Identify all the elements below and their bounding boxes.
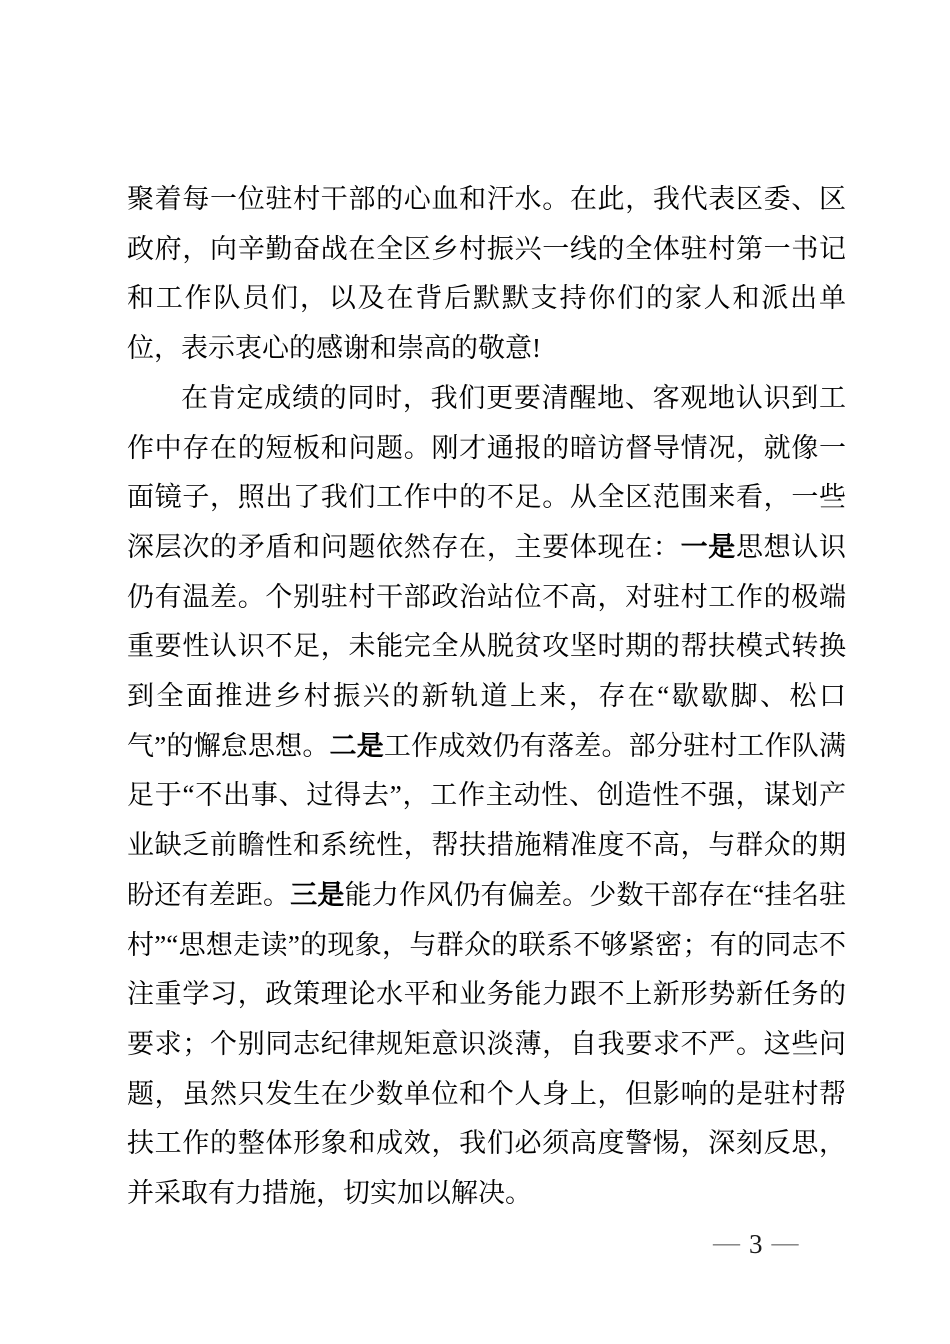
emphasis-run: 三是 xyxy=(290,879,345,910)
page-footer xyxy=(713,1228,799,1260)
text-run: 能力作风仍有偏差。少数干部存在“挂名驻村”“思想走读”的现象，与群众的联系不够紧密；有的同志不注重学习，政策理论水平和业务能力跟不上新形势新任务的要求；个别同志纪律规矩意识淡薄，自我要求不严。这些问题，虽然只发生在少数单位和个人身上，但影响的是驻村帮扶工作的整体形象和成效，我们必须高度警惕，深刻反思，并采取有力措施，切实加以解决。 xyxy=(127,879,847,1209)
document-body xyxy=(127,175,846,1219)
text-run: 工作成效仍有落差。部分驻村工作队满足于“不出事、过得去”，工作主动性、创造性不强，谋划产业缺乏前瞻性和系统性，帮扶措施精准度不高，与群众的期盼还有差距。 xyxy=(127,730,847,910)
emphasis-run: 一是 xyxy=(680,531,736,562)
text-run: 在肯定成绩的同时，我们更要清醒地、客观地认识到工作中存在的短板和问题。刚才通报的暗访督导情况，就像一面镜子，照出了我们工作中的不足。从全区范围来看，一些深层次的矛盾和问题依然存在，主要体现在： xyxy=(127,382,846,562)
footer-right-dash: — xyxy=(771,1227,799,1257)
text-run: 聚着每一位驻村干部的心血和汗水。在此，我代表区委、区政府，向辛勤奋战在全区乡村振兴一线的全体驻村第一书记和工作队员们，以及在背后默默支持你们的家人和派出单位，表示衷心的感谢和崇高的敬意! xyxy=(127,184,846,364)
text-run: 思想认识仍有温差。个别驻村干部政治站位不高，对驻村工作的极端重要性认识不足，未能完全从脱贫攻坚时期的帮扶模式转换到全面推进乡村振兴的新轨道上来，存在“歇歇脚、松口气”的懈怠思想。 xyxy=(127,531,847,761)
paragraph xyxy=(127,175,846,374)
footer-left-dash: — xyxy=(713,1227,740,1257)
paragraph xyxy=(127,374,846,1219)
emphasis-run: 二是 xyxy=(329,730,384,761)
page-number: 3 xyxy=(749,1229,763,1259)
